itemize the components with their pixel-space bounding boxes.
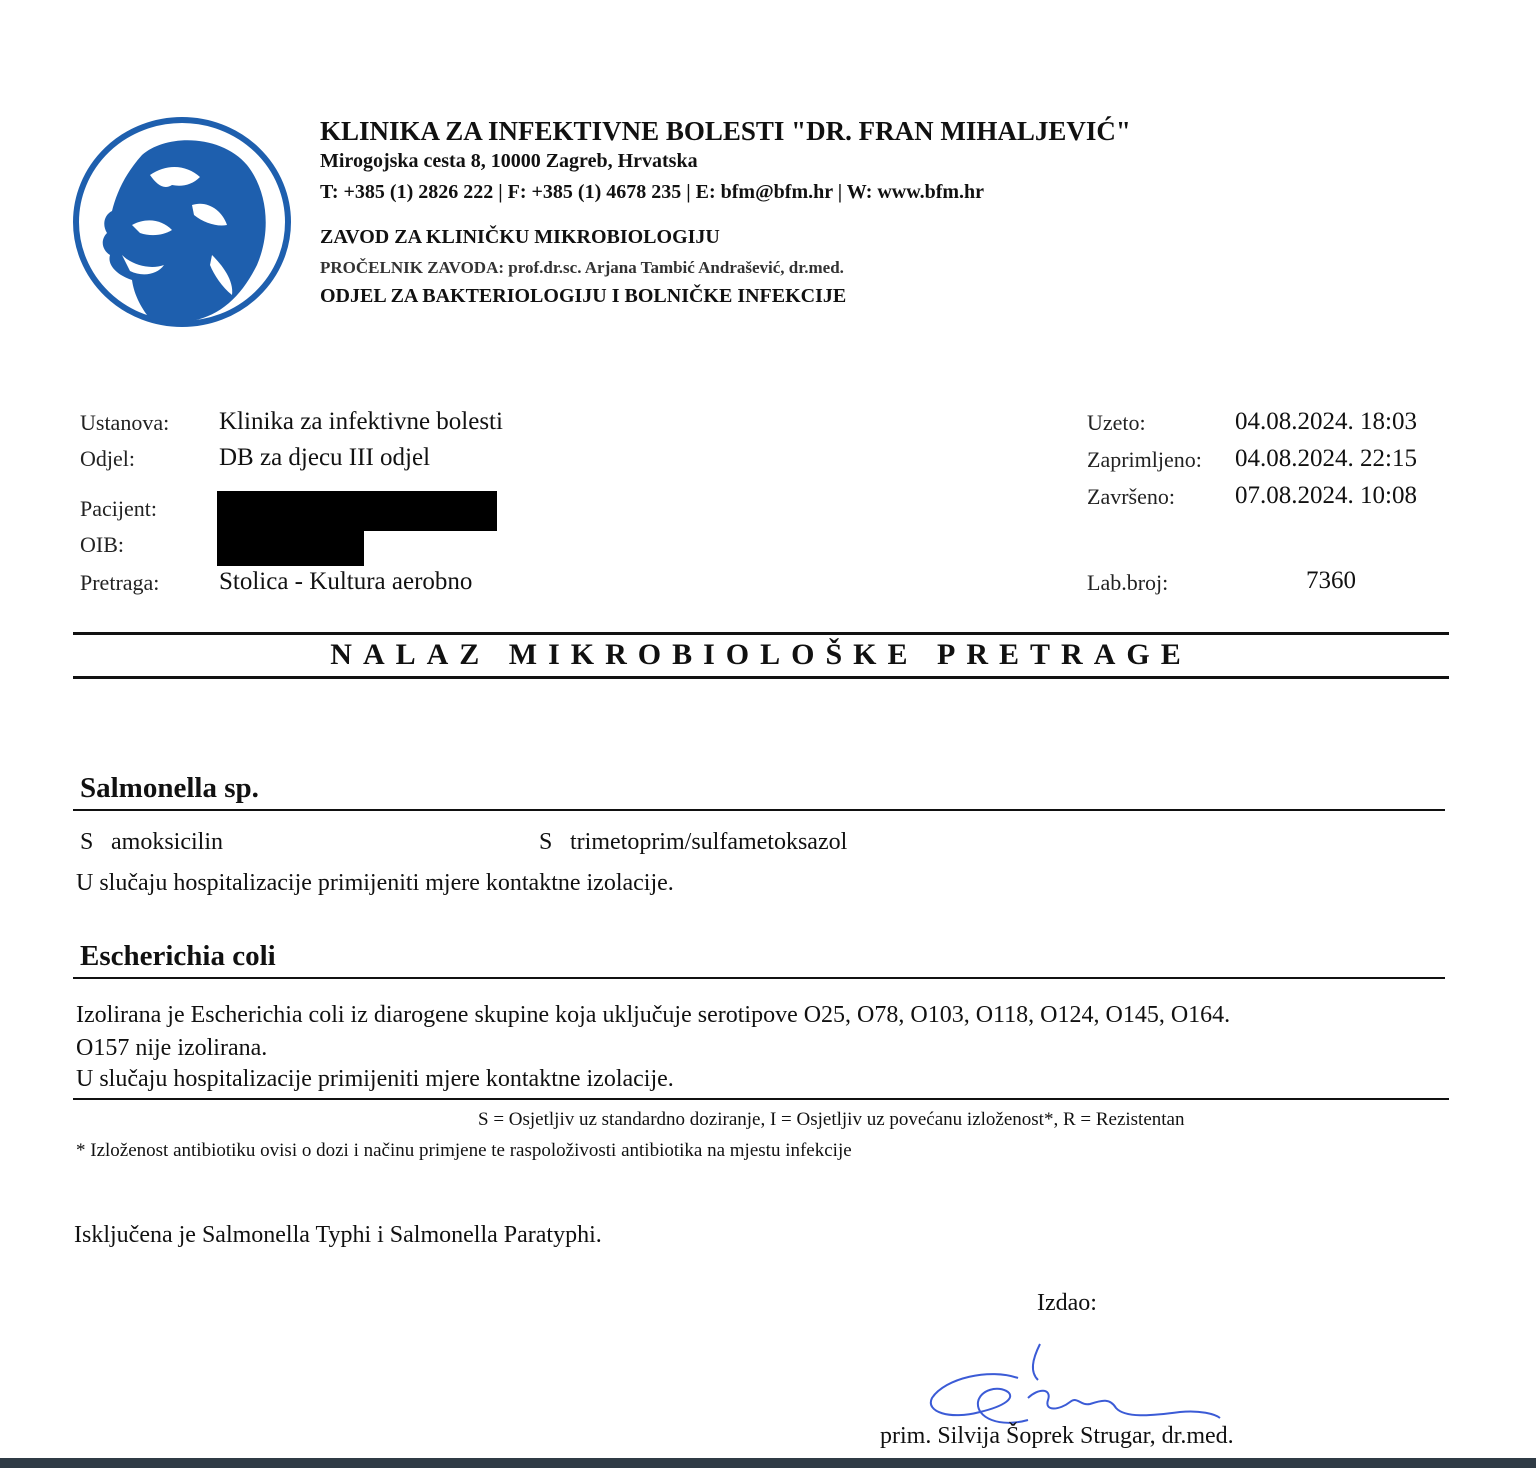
institution-contacts: T: +385 (1) 2826 222 | F: +385 (1) 4678 235 | E: bfm@bfm.hr | W: www.bfm.hr — [320, 181, 985, 203]
labbroj-label: Lab.broj: — [1087, 570, 1169, 595]
institution-name: KLINIKA ZA INFEKTIVNE BOLESTI "DR. FRAN MIHALJEVIĆ" — [320, 116, 1131, 146]
organism-ecoli-title: Escherichia coli — [80, 940, 276, 972]
results-rule — [73, 1098, 1449, 1100]
footnote: * Izloženost antibiotiku ovisi o dozi i načinu primjene te raspoloživosti antibiotika na mjestu infekcije — [76, 1140, 852, 1161]
pretraga-value: Stolica - Kultura aerobno — [219, 568, 473, 595]
zavrseno-label: Završeno: — [1087, 484, 1175, 509]
exclusion-note: Isključena je Salmonella Typhi i Salmonella Paratyphi. — [74, 1222, 602, 1248]
report-title: NALAZ MIKROBIOLOŠKE PRETRAGE — [330, 638, 1192, 671]
result-code: S — [539, 829, 553, 855]
odjel-value: DB za djecu III odjel — [219, 444, 431, 471]
zaprimljeno-label: Zaprimljeno: — [1087, 447, 1202, 472]
legend: S = Osjetljiv uz standardno doziranje, I = Osjetljiv uz povećanu izloženost*, R = Rezistentan — [478, 1109, 1185, 1130]
oib-label: OIB: — [80, 532, 124, 557]
ustanova-label: Ustanova: — [80, 410, 170, 435]
ustanova-value: Klinika za infektivne bolesti — [219, 408, 503, 435]
department-head-label: PROČELNIK ZAVODA: — [320, 258, 505, 277]
clinic-logo — [72, 115, 294, 329]
salmonella-rule — [73, 809, 1445, 811]
uzeto-label: Uzeto: — [1087, 410, 1146, 435]
department-head-name: prof.dr.sc. Arjana Tambić Andrašević, dr.med. — [508, 258, 844, 277]
viewer-bottom-bar — [0, 1458, 1536, 1468]
uzeto-value: 04.08.2024. 18:03 — [1235, 408, 1417, 435]
institution-address: Mirogojska cesta 8, 10000 Zagreb, Hrvatska — [320, 150, 698, 172]
pacijent-label: Pacijent: — [80, 496, 157, 521]
organism-salmonella-title: Salmonella sp. — [80, 772, 259, 804]
department-name: ZAVOD ZA KLINIČKU MIKROBIOLOGIJU — [320, 226, 720, 248]
zavrseno-value: 07.08.2024. 10:08 — [1235, 482, 1417, 509]
result-antibiotic: trimetoprim/sulfametoksazol — [570, 829, 848, 855]
department-head — [320, 258, 844, 278]
patient-name-redaction — [217, 491, 497, 531]
result-code: S — [80, 829, 94, 855]
title-rule-bottom — [73, 676, 1449, 679]
labbroj-value: 7360 — [1306, 567, 1356, 594]
result-antibiotic: amoksicilin — [111, 829, 223, 855]
signature — [920, 1340, 1240, 1435]
issued-label: Izdao: — [1037, 1290, 1097, 1316]
ecoli-rule — [73, 977, 1445, 979]
zaprimljeno-value: 04.08.2024. 22:15 — [1235, 445, 1417, 472]
oib-redaction — [217, 528, 364, 566]
pretraga-label: Pretraga: — [80, 570, 160, 595]
ecoli-line: O157 nije izolirana. — [76, 1035, 268, 1061]
unit-name: ODJEL ZA BAKTERIOLOGIJU I BOLNIČKE INFEKCIJE — [320, 285, 847, 307]
ecoli-line: U slučaju hospitalizacije primijeniti mjere kontaktne izolacije. — [76, 1066, 674, 1092]
ecoli-line: Izolirana je Escherichia coli iz diarogene skupine koja uključuje serotipove O25, O78, O103, O118, O124, O145, O164. — [76, 1002, 1231, 1028]
odjel-label: Odjel: — [80, 446, 135, 471]
signatory-name: prim. Silvija Šoprek Strugar, dr.med. — [880, 1423, 1234, 1449]
salmonella-note: U slučaju hospitalizacije primijeniti mjere kontaktne izolacije. — [76, 870, 674, 896]
title-rule-top — [73, 632, 1449, 635]
